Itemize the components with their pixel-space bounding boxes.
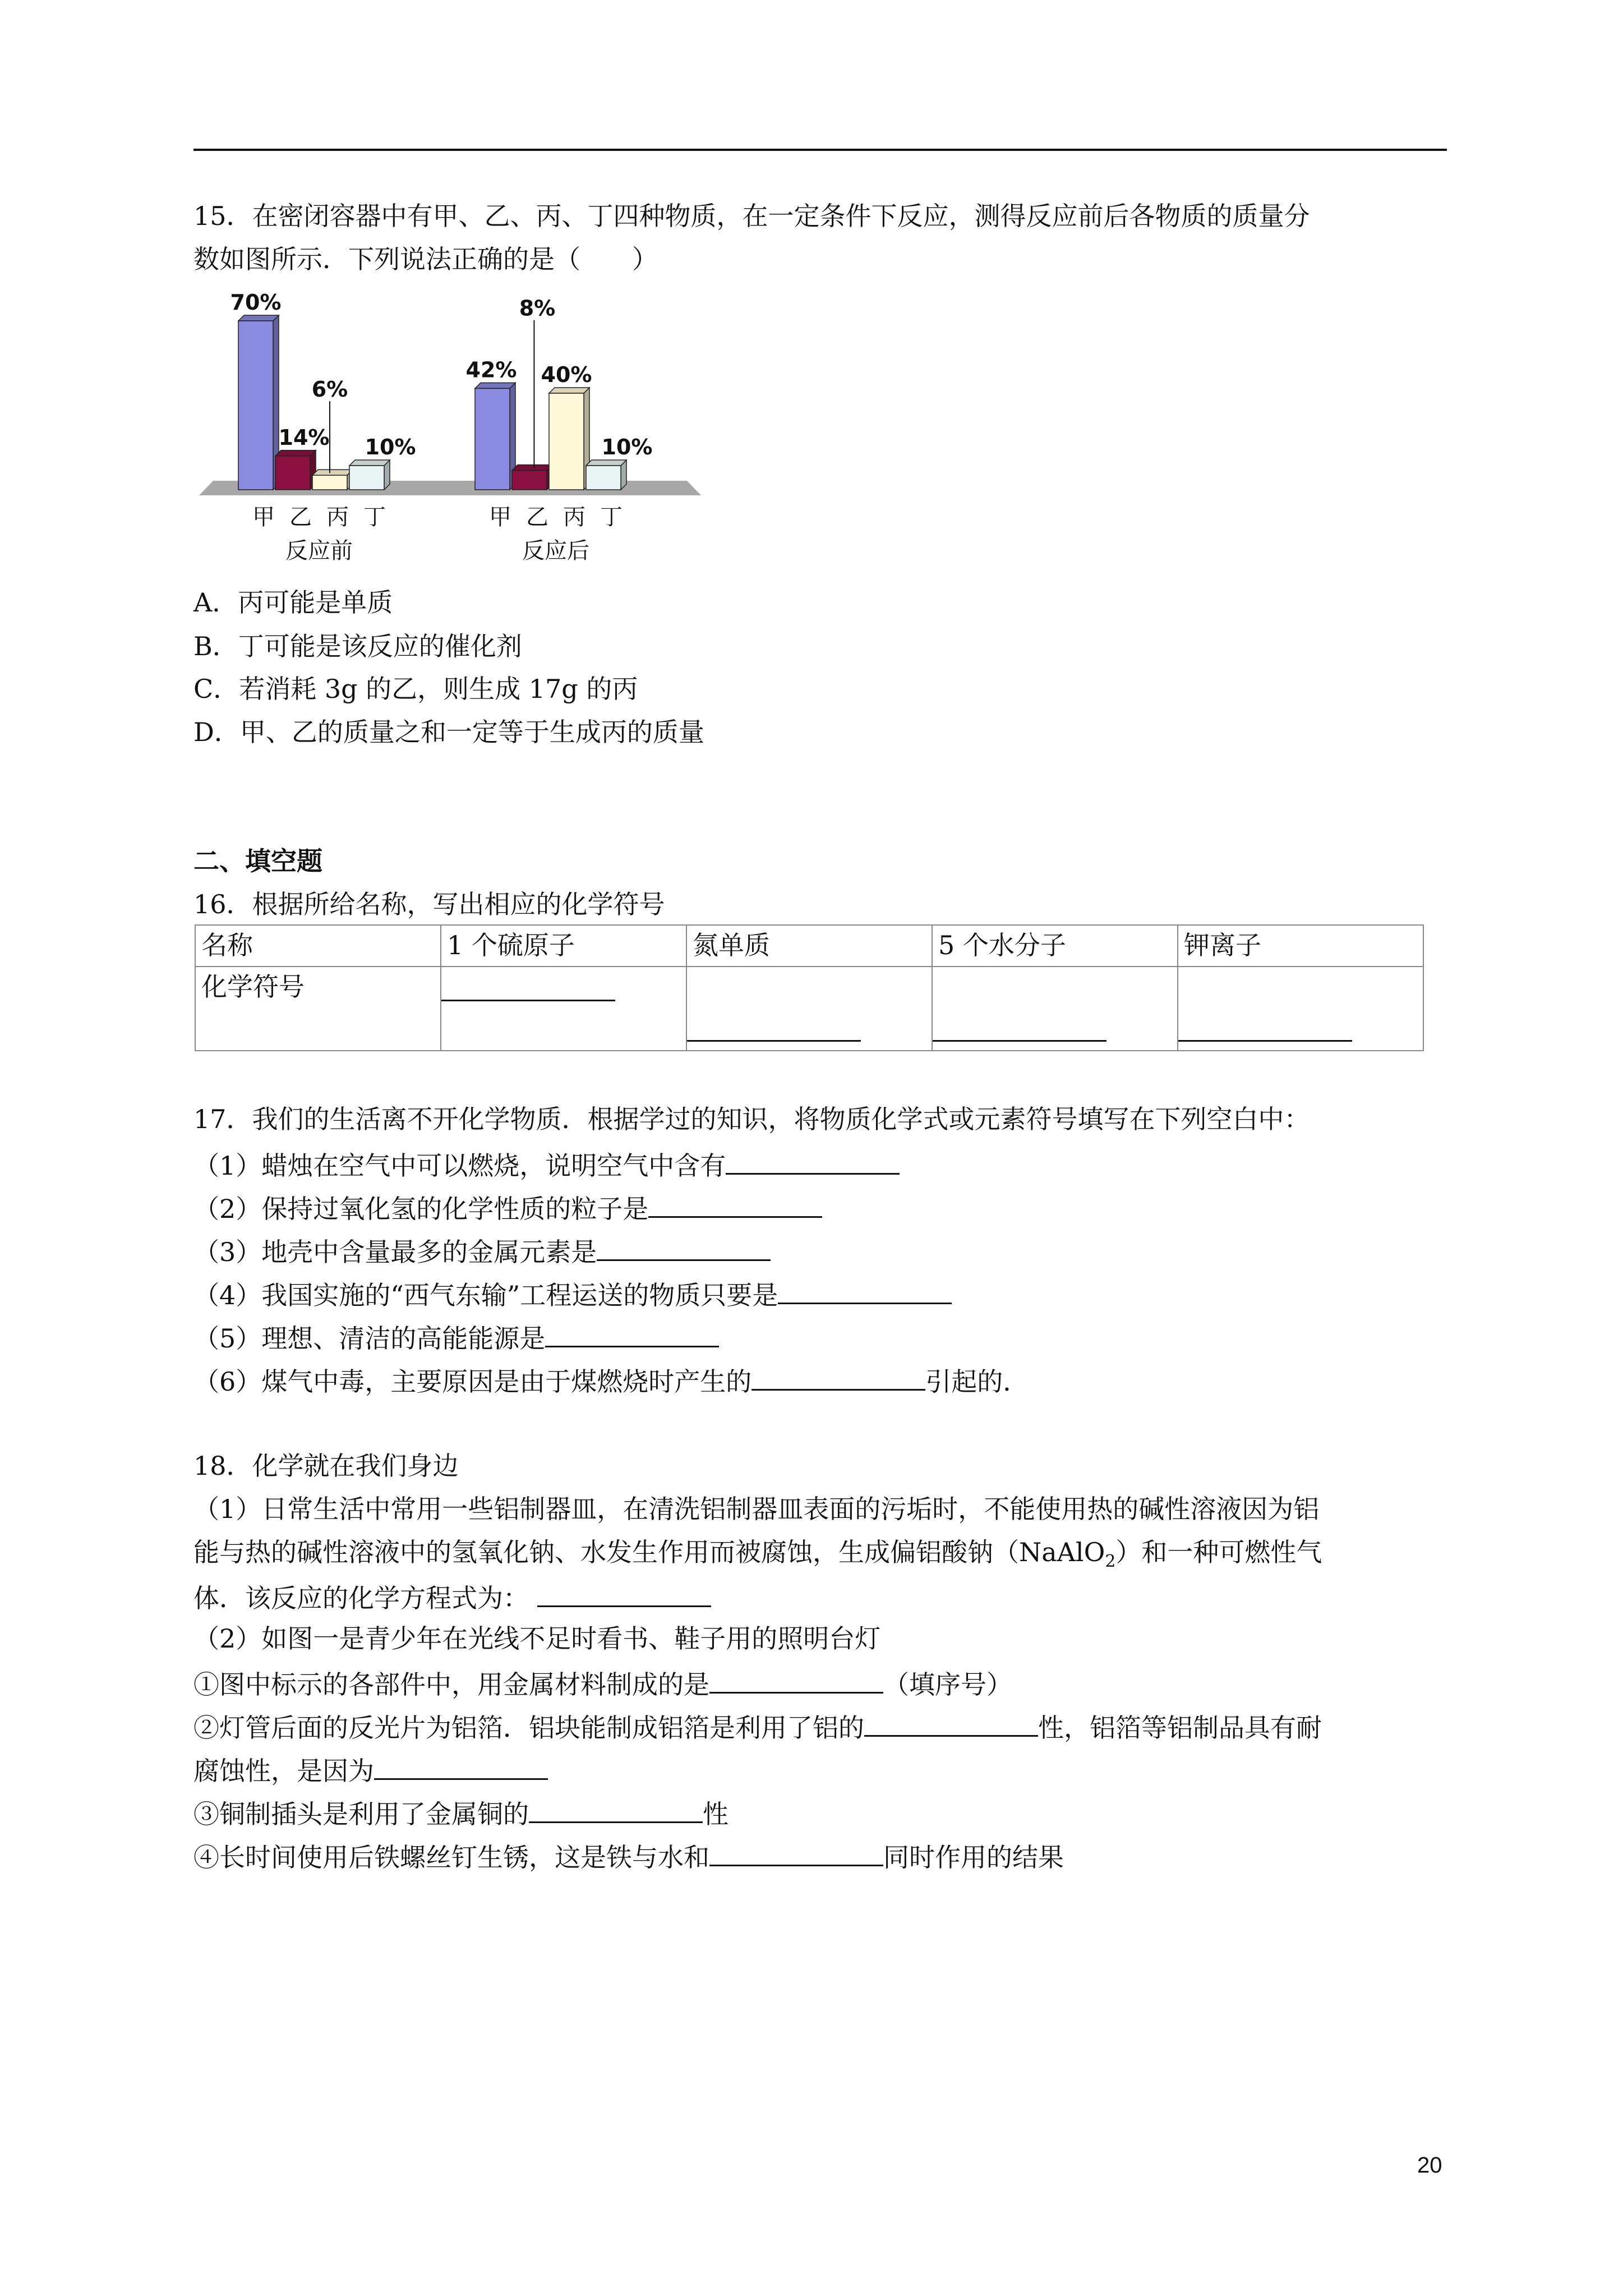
q15-option-a: A．丙可能是单质 — [193, 587, 393, 618]
q18-sub-2-line2: 腐蚀性，是因为 — [193, 1751, 548, 1788]
answer-blank[interactable] — [545, 1319, 719, 1347]
chart-tick-label: 丁 — [363, 504, 386, 530]
q17-stem: 17．我们的生活离不开化学物质．根据学过的知识，将物质化学式或元素符号填写在下列空白中： — [193, 1104, 1310, 1134]
answer-cell — [686, 967, 932, 1051]
answer-blank[interactable] — [726, 1146, 900, 1175]
answer-blank[interactable] — [374, 1751, 548, 1780]
chart-bar — [475, 383, 515, 490]
chart-group-label: 反应前 — [285, 538, 353, 564]
q15-option-b: B．丁可能是该反应的催化剂 — [193, 631, 522, 661]
answer-blank[interactable] — [1178, 1040, 1352, 1042]
q18-sub-2: ②灯管后面的反光片为铝箔．铝块能制成铝箔是利用了铝的 性，铝箔等铝制品具有耐 — [193, 1708, 1322, 1745]
q17-item-1: （1）蜡烛在空气中可以燃烧，说明空气中含有 — [193, 1146, 900, 1182]
answer-blank[interactable] — [537, 1579, 711, 1607]
table-cell: 氮单质 — [686, 925, 932, 967]
table-header-row — [195, 925, 1423, 967]
chart-bar — [312, 470, 353, 490]
chart-tick-label: 丙 — [326, 504, 349, 530]
q15-stem-line2: 数如图所示．下列说法正确的是（ ） — [193, 244, 658, 274]
table-row-label: 化学符号 — [195, 967, 441, 1051]
answer-blank[interactable] — [441, 1000, 615, 1001]
answer-cell — [932, 967, 1178, 1051]
chart-tick-label: 甲 — [252, 504, 275, 530]
q18-sub-1: ①图中标示的各部件中，用金属材料制成的是 （填序号） — [193, 1665, 1012, 1701]
chart-tick-label: 丁 — [600, 504, 623, 530]
chart-tick-label: 丙 — [563, 504, 585, 530]
table-row — [195, 967, 1423, 1051]
chart-tick-label: 乙 — [526, 504, 548, 530]
chart-data-label: 70% — [230, 290, 282, 315]
answer-cell — [1178, 967, 1423, 1051]
q16-stem: 16．根据所给名称，写出相应的化学符号 — [193, 889, 665, 919]
header-rule — [193, 149, 1447, 151]
q15-option-c: C．若消耗 3g 的乙，则生成 17g 的丙 — [193, 674, 638, 704]
answer-blank[interactable] — [709, 1665, 883, 1694]
q17-item-3: （3）地壳中含量最多的金属元素是 — [193, 1232, 771, 1269]
q18-part1-line2: 能与热的碱性溶液中的氢氧化钠、水发生作用而被腐蚀，生成偏铝酸钠（NaAlO$_2$）和一种可燃性气 — [193, 1537, 1322, 1572]
chart-tick-label: 乙 — [289, 504, 312, 530]
answer-blank[interactable] — [864, 1708, 1038, 1737]
answer-blank[interactable] — [778, 1276, 952, 1304]
answer-cell — [441, 967, 686, 1051]
q16-table — [195, 924, 1424, 1051]
chart-data-label: 40% — [541, 362, 592, 387]
chart-data-label: 10% — [365, 435, 416, 459]
answer-blank[interactable] — [648, 1189, 822, 1218]
answer-blank[interactable] — [597, 1232, 771, 1261]
chart-data-label: 42% — [465, 357, 517, 383]
chart-bar — [238, 315, 279, 490]
table-cell: 名称 — [195, 925, 441, 967]
q17-item-4: （4）我国实施的“西气东输”工程运送的物质只要是 — [193, 1276, 952, 1312]
chart-data-label: 10% — [601, 435, 653, 459]
page-number: 20 — [1417, 2153, 1442, 2178]
chart-bar — [349, 460, 390, 490]
q18-sub-4: ④长时间使用后铁螺丝钉生锈，这是铁与水和 同时作用的结果 — [193, 1838, 1064, 1874]
q18-stem: 18．化学就在我们身边 — [193, 1451, 459, 1481]
chart-data-label: 8% — [519, 296, 556, 321]
q17-item-5: （5）理想、清洁的高能能源是 — [193, 1319, 719, 1355]
q15-stem-line1: 15．在密闭容器中有甲、乙、丙、丁四种物质，在一定条件下反应，测得反应前后各物质的质量分 — [193, 201, 1310, 231]
answer-blank[interactable] — [529, 1795, 703, 1823]
q18-part1-line1: （1）日常生活中常用一些铝制器皿，在清洗铝制器皿表面的污垢时，不能使用热的碱性溶液因为铝 — [193, 1494, 1320, 1524]
table-cell: 1 个硫原子 — [441, 925, 686, 967]
chart-bar — [275, 450, 316, 490]
chart-tick-label: 甲 — [489, 504, 511, 530]
answer-blank[interactable] — [933, 1040, 1106, 1042]
chart-data-label: 6% — [311, 377, 348, 402]
table-cell: 5 个水分子 — [932, 925, 1178, 967]
section-title: 二、填空题 — [193, 846, 322, 876]
q15-bar-chart — [193, 283, 715, 575]
chart-data-label: 14% — [278, 425, 330, 450]
q18-sub-3: ③铜制插头是利用了金属铜的 性 — [193, 1795, 728, 1831]
answer-blank[interactable] — [751, 1362, 925, 1391]
q15-option-d: D．甲、乙的质量之和一定等于生成丙的质量 — [193, 717, 704, 747]
q17-item-6: （6）煤气中毒，主要原因是由于煤燃烧时产生的 引起的． — [193, 1362, 1029, 1398]
answer-blank[interactable] — [709, 1838, 883, 1866]
q17-item-2: （2）保持过氧化氢的化学性质的粒子是 — [193, 1189, 822, 1226]
chart-group-label: 反应后 — [522, 538, 589, 564]
answer-blank[interactable] — [687, 1040, 861, 1042]
q18-part2: （2）如图一是青少年在光线不足时看书、鞋子用的照明台灯 — [193, 1623, 881, 1654]
table-cell: 钾离子 — [1178, 925, 1423, 967]
q18-part1-line3: 体．该反应的化学方程式为： — [193, 1579, 711, 1615]
chart-bar — [512, 465, 552, 490]
chart-bar — [586, 460, 626, 490]
chart-bar — [549, 388, 589, 490]
